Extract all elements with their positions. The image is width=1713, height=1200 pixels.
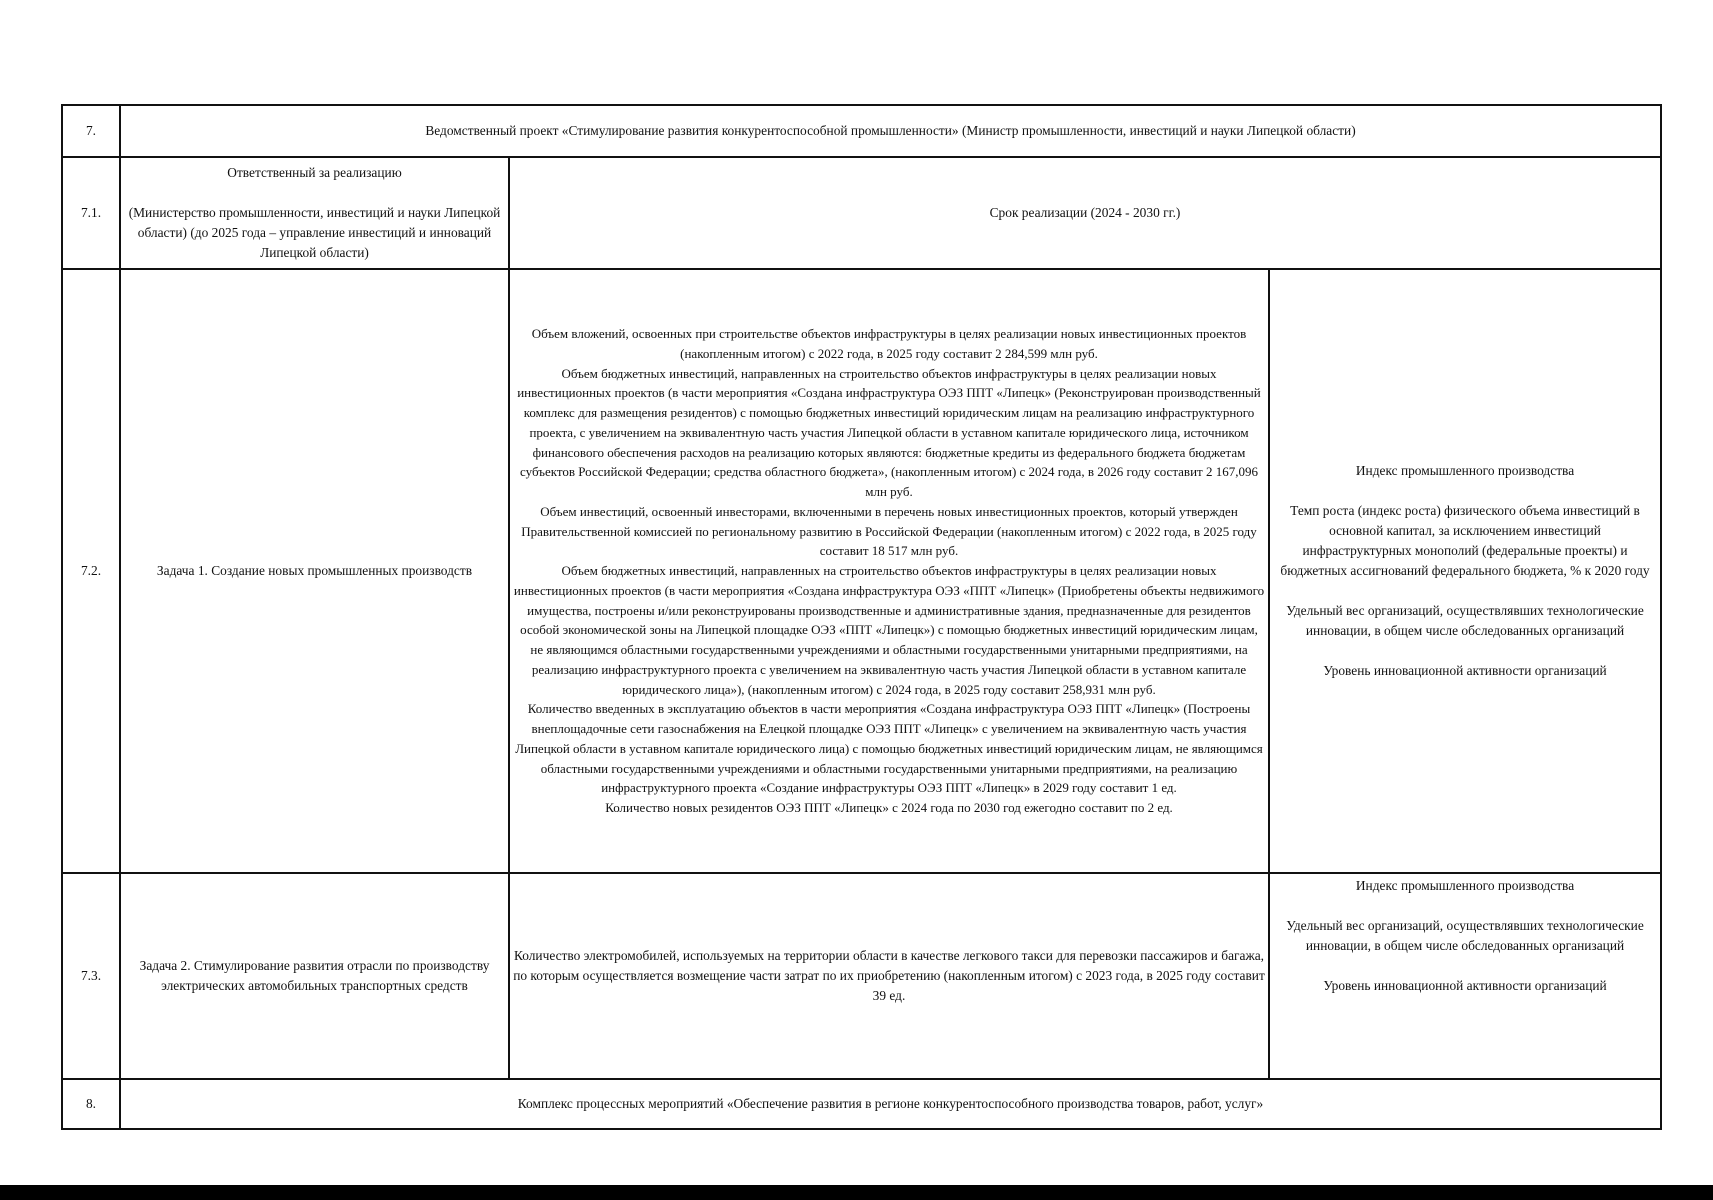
task-cell: Задача 2. Стимулирование развития отрасли по производству электрических автомобильных транспортных средств bbox=[120, 873, 509, 1079]
indicator-item: Индекс промышленного производства bbox=[1355, 462, 1575, 478]
table-row bbox=[62, 105, 1661, 157]
indicator-item: Удельный вес организаций, осуществлявших технологические инновации, в общем числе обследованных организаций bbox=[1286, 918, 1644, 954]
result-item: Объем вложений, освоенных при строительстве объектов инфраструктуры в целях реализации новых инвестиционных проектов (накопленным итогом) с 2022 года, в 2025 году составит 2 284,599 млн руб. bbox=[531, 326, 1247, 361]
row-number: 7.2. bbox=[62, 269, 120, 873]
indicators-cell bbox=[1269, 269, 1661, 873]
scan-bottom-edge bbox=[0, 1185, 1713, 1200]
row-number: 7.1. bbox=[62, 157, 120, 269]
result-item: Количество введенных в эксплуатацию объектов в части мероприятия «Создана инфраструктура ОЭЗ ППТ «Липецк» (Построены внеплощадочные сети газоснабжения на Елецкой площадке ОЭЗ ППТ «Липецк» с увеличением на эквивалентную часть участия Липецкой области в уставном капитале юридического лица) с помощью бюджетных инвестиций юридическим лицам, не являющимся областными государственными учреждениями и областными государственными унитарными предприятиями, на реализацию инфраструктурного проекта «Создание инфраструктуры ОЭЗ ППТ «Липецк» в 2029 году составит 1 ед. bbox=[515, 701, 1263, 796]
indicators-cell bbox=[1269, 873, 1661, 1079]
responsible-heading: Ответственный за реализацию bbox=[227, 164, 402, 180]
table-row bbox=[62, 1079, 1661, 1129]
responsible-cell bbox=[120, 157, 509, 269]
row-number: 7. bbox=[62, 105, 120, 157]
indicator-item: Уровень инновационной активности организаций bbox=[1323, 663, 1607, 679]
indicator-item: Уровень инновационной активности организаций bbox=[1323, 978, 1607, 994]
process-complex-title: Комплекс процессных мероприятий «Обеспечение развития в регионе конкурентоспособного производства товаров, работ, услуг» bbox=[120, 1079, 1661, 1129]
table-row bbox=[62, 873, 1661, 1079]
result-item: Объем бюджетных инвестиций, направленных на строительство объектов инфраструктуры в целях реализации новых инвестиционных проектов (в части мероприятия «Создана инфраструктура ОЭЗ ППТ «Липецк» (Реконструирован производственный комплекс для размещения резидентов) с помощью бюджетных инвестиций юридическим лицам на реализацию инфраструктурного проекта, с увеличением на эквивалентную часть участия Липецкой области в уставном капитале юридического лица, источником финансового обеспечения расходов на реализацию которых являются: бюджетные кредиты из федерального бюджета бюджетам субъектов Российской Федерации; средства областного бюджета», (накопленным итогом) с 2024 года, в 2026 году составит 2 167,096 млн руб. bbox=[517, 365, 1261, 500]
task-cell: Задача 1. Создание новых промышленных производств bbox=[120, 269, 509, 873]
project-title: Ведомственный проект «Стимулирование развития конкурентоспособной промышленности» (Министр промышленности, инвестиций и науки Липецкой области) bbox=[120, 105, 1661, 157]
row-number: 8. bbox=[62, 1079, 120, 1129]
indicator-item: Темп роста (индекс роста) физического объема инвестиций в основной капитал, за исключением инвестиций инфраструктурных монополий (федеральные проекты) и бюджетных ассигнований федерального бюджета, % к 2020 году bbox=[1280, 502, 1650, 578]
result-item: Объем инвестиций, освоенный инвесторами, включенными в перечень новых инвестиционных проектов, который утвержден Правительственной комиссией по региональному развитию в Российской Федерации (накопленным итогом) с 2022 года, в 2025 году составит 18 517 млн руб. bbox=[521, 503, 1257, 559]
result-item: Объем бюджетных инвестиций, направленных на строительство объектов инфраструктуры в целях реализации новых инвестиционных проектов (в части мероприятия «Создана инфраструктура ОЭЗ «ППТ «Липецк» (Приобретены объекты недвижимого имущества, построены и/или реконструированы производственные и административные здания, предназначенные для резидентов особой экономической зоны на Липецкой площадке ОЭЗ «ППТ «Липецк») с помощью бюджетных инвестиций юридическим лицам, не являющимся областными государственными учреждениями и областными государственными унитарными предприятиями, на реализацию инфраструктурного проекта с увеличением на эквивалентную часть участия Липецкой области в уставном капитале юридического лица»), (накопленным итогом) с 2024 года, в 2025 году составит 258,931 млн руб. bbox=[513, 563, 1265, 697]
implementation-period: Срок реализации (2024 - 2030 гг.) bbox=[509, 157, 1661, 269]
program-table bbox=[61, 104, 1662, 1130]
responsible-text: (Министерство промышленности, инвестиций и науки Липецкой области) (до 2025 года – управление инвестиций и инноваций Липецкой области) bbox=[128, 204, 501, 261]
table-row bbox=[62, 157, 1661, 269]
results-cell: Количество электромобилей, используемых на территории области в качестве легкового такси для перевозки пассажиров и багажа, по которым осуществляется возмещение части затрат по их приобретению (накопленным итогом) с 2023 года, в 2025 году составит 39 ед. bbox=[509, 873, 1269, 1079]
results-cell bbox=[509, 269, 1269, 873]
indicator-item: Индекс промышленного производства bbox=[1355, 878, 1575, 893]
indicator-item: Удельный вес организаций, осуществлявших технологические инновации, в общем числе обследованных организаций bbox=[1286, 603, 1644, 639]
table-row bbox=[62, 269, 1661, 873]
result-item: Количество новых резидентов ОЭЗ ППТ «Липецк» с 2024 года по 2030 год ежегодно составит по 2 ед. bbox=[605, 800, 1173, 816]
row-number: 7.3. bbox=[62, 873, 120, 1079]
